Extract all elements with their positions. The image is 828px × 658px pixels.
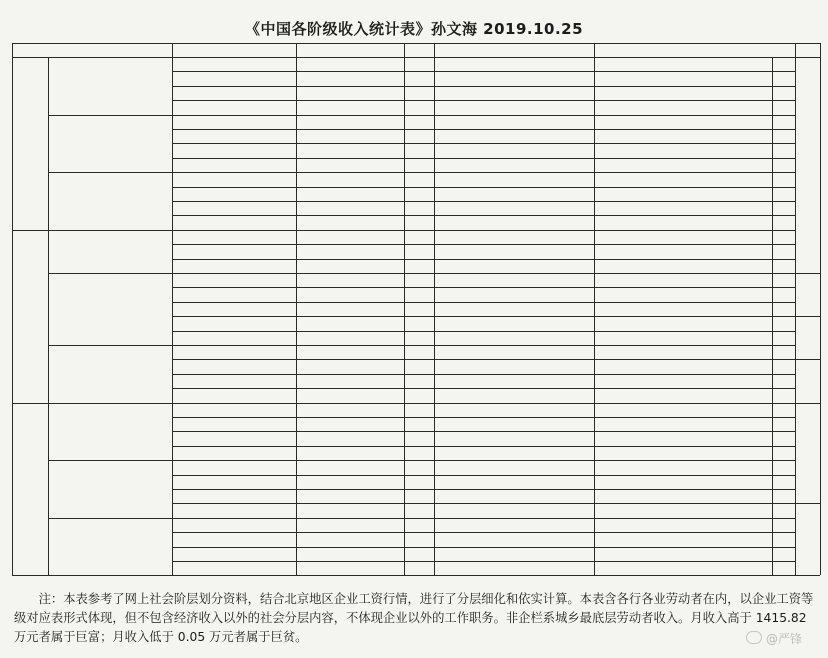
subclass-group: [48, 115, 172, 173]
annual-income-cell: [172, 388, 296, 402]
management-title-cell: [434, 374, 594, 388]
tier-label: [795, 363, 820, 398]
monthly-income-cell: [296, 57, 404, 71]
tech-title-cell: [594, 431, 772, 445]
monthly-income-cell: [296, 215, 404, 229]
annual-income-cell: [172, 417, 296, 431]
subclass-group: [48, 518, 172, 576]
monthly-income-cell: [296, 374, 404, 388]
header-cell: [434, 43, 594, 57]
subclass-group: [48, 230, 172, 273]
annual-income-cell: [172, 302, 296, 316]
monthly-income-cell: [296, 518, 404, 532]
tier-label: [795, 320, 820, 355]
class-level-cell: [404, 259, 434, 273]
annual-income-cell: [172, 215, 296, 229]
class-level-cell: [404, 561, 434, 575]
monthly-income-cell: [296, 187, 404, 201]
management-title-cell: [434, 316, 594, 330]
weibo-watermark: [746, 630, 802, 647]
annual-income-cell: [172, 359, 296, 373]
header-cell: [594, 43, 820, 57]
class-level-cell: [404, 201, 434, 215]
monthly-income-cell: [296, 115, 404, 129]
annual-income-cell: [172, 489, 296, 503]
monthly-income-cell: [296, 287, 404, 301]
tech-grade-cell: [772, 489, 795, 503]
subclass-group: [48, 403, 172, 461]
class-level-cell: [404, 503, 434, 517]
annual-income-cell: [172, 143, 296, 157]
management-title-cell: [434, 345, 594, 359]
income-table: [12, 43, 820, 576]
annual-income-cell: [172, 331, 296, 345]
monthly-income-cell: [296, 489, 404, 503]
monthly-income-cell: [296, 359, 404, 373]
tech-grade-cell: [772, 431, 795, 445]
monthly-income-cell: [296, 230, 404, 244]
tech-grade-cell: [772, 446, 795, 460]
monthly-income-cell: [296, 244, 404, 258]
class-level-cell: [404, 475, 434, 489]
tech-grade-cell: [772, 460, 795, 474]
annual-income-cell: [172, 345, 296, 359]
management-title-cell: [434, 446, 594, 460]
monthly-income-cell: [296, 331, 404, 345]
annual-income-cell: [172, 244, 296, 258]
monthly-income-cell: [296, 561, 404, 575]
class-level-cell: [404, 158, 434, 172]
class-level-cell: [404, 316, 434, 330]
monthly-income-cell: [296, 388, 404, 402]
class-level-cell: [404, 57, 434, 71]
class-level-cell: [404, 187, 434, 201]
monthly-income-cell: [296, 547, 404, 561]
class-level-cell: [404, 417, 434, 431]
annual-income-cell: [172, 187, 296, 201]
management-title-cell: [434, 273, 594, 287]
class-group: [12, 403, 48, 576]
class-level-cell: [404, 100, 434, 114]
annual-income-cell: [172, 446, 296, 460]
tech-grade-cell: [772, 403, 795, 417]
class-level-cell: [404, 460, 434, 474]
monthly-income-cell: [296, 259, 404, 273]
annual-income-cell: [172, 431, 296, 445]
annual-income-cell: [172, 201, 296, 215]
tech-title-cell: [594, 388, 772, 402]
annual-income-cell: [172, 316, 296, 330]
annual-income-cell: [172, 86, 296, 100]
class-level-cell: [404, 489, 434, 503]
weibo-icon: [746, 631, 762, 644]
monthly-income-cell: [296, 446, 404, 460]
annual-income-cell: [172, 71, 296, 85]
class-level-cell: [404, 86, 434, 100]
header-cell: [12, 43, 172, 57]
annual-income-cell: [172, 273, 296, 287]
management-title-cell: [434, 431, 594, 445]
subclass-group: [48, 345, 172, 403]
class-level-cell: [404, 431, 434, 445]
monthly-income-cell: [296, 417, 404, 431]
monthly-income-cell: [296, 475, 404, 489]
monthly-income-cell: [296, 129, 404, 143]
class-level-cell: [404, 518, 434, 532]
management-title-cell: [434, 475, 594, 489]
annual-income-cell: [172, 403, 296, 417]
class-level-cell: [404, 215, 434, 229]
monthly-income-cell: [296, 460, 404, 474]
annual-income-cell: [172, 460, 296, 474]
monthly-income-cell: [296, 302, 404, 316]
class-level-cell: [404, 115, 434, 129]
monthly-income-cell: [296, 503, 404, 517]
class-level-cell: [404, 230, 434, 244]
tier-label: [795, 61, 820, 269]
management-title-cell: [434, 331, 594, 345]
class-level-cell: [404, 129, 434, 143]
class-level-cell: [404, 446, 434, 460]
class-level-cell: [404, 532, 434, 546]
tier-label: [795, 507, 820, 571]
monthly-income-cell: [296, 403, 404, 417]
annual-income-cell: [172, 374, 296, 388]
header-cell: [296, 43, 404, 57]
monthly-income-cell: [296, 201, 404, 215]
footnote: 注：本表参考了网上社会阶层划分资料，结合北京地区企业工资行情，进行了分层细化和依实计算。本表含各行各业劳动者在内，以企业工资等级对应表形式体现，但不包含经济收入以外的社会分层内容，不体现企业以外的工作职务。非企栏系城乡最底层劳动者收入。月收入高于 1415.82 万元者属于巨富；月收入低于 0.05 万元者属于巨贫。: [14, 592, 814, 644]
monthly-income-cell: [296, 71, 404, 85]
class-level-cell: [404, 547, 434, 561]
annual-income-cell: [172, 547, 296, 561]
tech-grade-cell: [772, 503, 795, 517]
class-level-cell: [404, 287, 434, 301]
header-cell: [404, 43, 434, 57]
monthly-income-cell: [296, 273, 404, 287]
table-title: 《中国各阶级收入统计表》孙文海 2019.10.25: [244, 20, 584, 38]
monthly-income-cell: [296, 532, 404, 546]
class-level-cell: [404, 273, 434, 287]
annual-income-cell: [172, 129, 296, 143]
annual-income-cell: [172, 115, 296, 129]
class-group: [12, 230, 48, 403]
annual-income-cell: [172, 230, 296, 244]
management-title-cell: [434, 460, 594, 474]
annual-income-cell: [172, 259, 296, 273]
management-title-cell: [434, 403, 594, 417]
subclass-group: [48, 57, 172, 115]
header-cell: [172, 43, 296, 57]
monthly-income-cell: [296, 431, 404, 445]
tech-title-cell: [594, 417, 772, 431]
class-group: [12, 57, 48, 230]
annual-income-cell: [172, 172, 296, 186]
monthly-income-cell: [296, 172, 404, 186]
management-title-cell: [434, 287, 594, 301]
class-level-cell: [404, 359, 434, 373]
annual-income-cell: [172, 100, 296, 114]
tier-label: [795, 407, 820, 500]
subclass-group: [48, 273, 172, 345]
class-level-cell: [404, 331, 434, 345]
management-title-cell: [434, 302, 594, 316]
subclass-group: [48, 172, 172, 230]
subclass-group: [48, 460, 172, 518]
monthly-income-cell: [296, 316, 404, 330]
class-level-cell: [404, 345, 434, 359]
management-title-cell: [434, 417, 594, 431]
management-title-cell: [434, 489, 594, 503]
watermark-text: @严锋: [766, 632, 803, 646]
monthly-income-cell: [296, 100, 404, 114]
annual-income-cell: [172, 561, 296, 575]
class-level-cell: [404, 374, 434, 388]
management-title-cell: [434, 388, 594, 402]
annual-income-cell: [172, 475, 296, 489]
class-level-cell: [404, 388, 434, 402]
annual-income-cell: [172, 158, 296, 172]
management-title-cell: [434, 503, 594, 517]
monthly-income-cell: [296, 86, 404, 100]
monthly-income-cell: [296, 143, 404, 157]
annual-income-cell: [172, 57, 296, 71]
annual-income-cell: [172, 518, 296, 532]
monthly-income-cell: [296, 345, 404, 359]
tech-title-cell: [594, 403, 772, 417]
annual-income-cell: [172, 503, 296, 517]
class-level-cell: [404, 244, 434, 258]
management-title-cell: [434, 359, 594, 373]
tier-label: [795, 277, 820, 312]
class-level-cell: [404, 403, 434, 417]
tech-grade-cell: [772, 417, 795, 431]
class-level-cell: [404, 71, 434, 85]
annual-income-cell: [172, 287, 296, 301]
class-level-cell: [404, 302, 434, 316]
tech-grade-cell: [772, 475, 795, 489]
class-level-cell: [404, 143, 434, 157]
annual-income-cell: [172, 532, 296, 546]
class-level-cell: [404, 172, 434, 186]
monthly-income-cell: [296, 158, 404, 172]
